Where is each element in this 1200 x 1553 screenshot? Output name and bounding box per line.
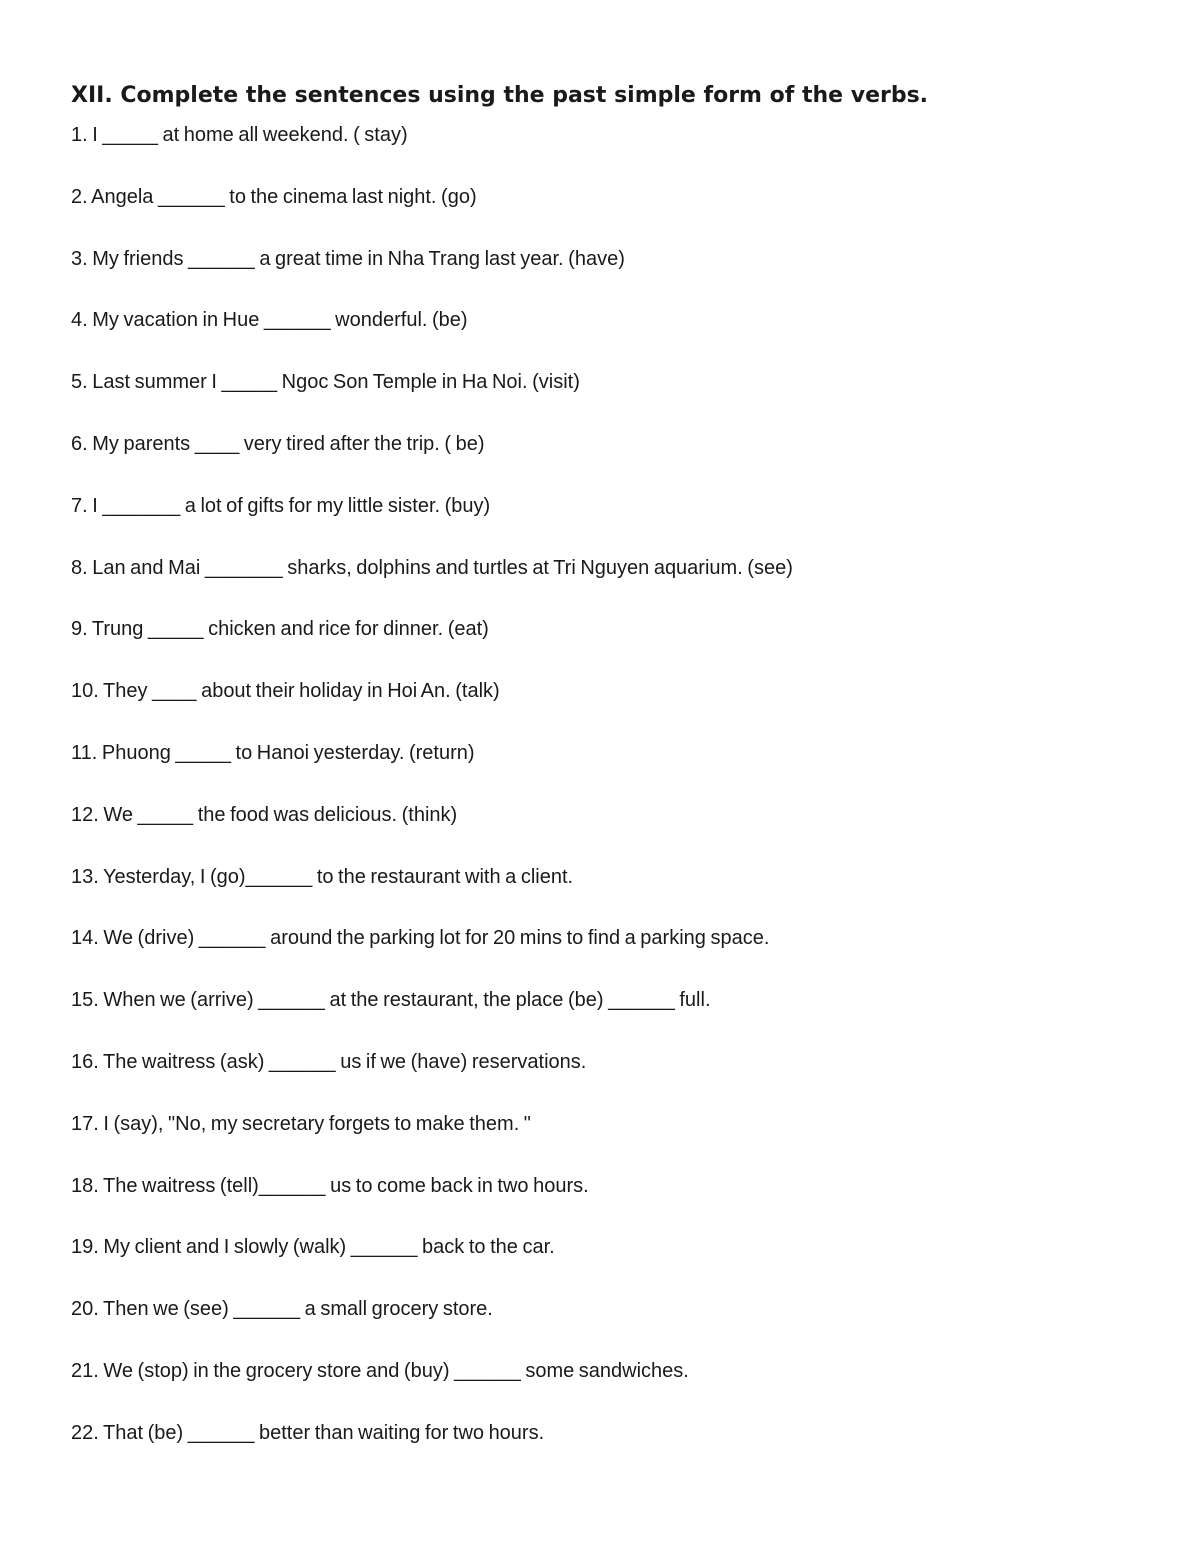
sentence-8: 8. Lan and Mai _______ sharks, dolphins and turtles at Tri Nguyen aquarium. (see) [71, 556, 793, 579]
sentence-9: 9. Trung _____ chicken and rice for dinner. (eat) [71, 618, 489, 641]
sentence-22: 22. That (be) ______ better than waiting for two hours. [71, 1421, 545, 1444]
sentence-12: 12. We _____ the food was delicious. (think) [71, 803, 458, 826]
sentence-4: 4. My vacation in Hue ______ wonderful. (be) [71, 309, 468, 332]
sentence-18: 18. The waitress (tell)______ us to come back in two hours. [71, 1174, 589, 1197]
sentence-10: 10. They ____ about their holiday in Hoi An. (talk) [71, 680, 500, 703]
sentence-1: 1. I _____ at home all weekend. ( stay) [71, 124, 408, 146]
sentence-6: 6. My parents ____ very tired after the trip. ( be) [71, 432, 485, 455]
worksheet-title: XII. Complete the sentences using the past simple form of the verbs. [71, 83, 929, 108]
sentence-list [71, 121, 793, 1481]
sentence-2: 2. Angela ______ to the cinema last night. (go) [71, 185, 477, 208]
sentence-15: 15. When we (arrive) ______ at the restaurant, the place (be) ______ full. [71, 989, 711, 1012]
sentence-17: 17. I (say), "No, my secretary forgets to make them. " [71, 1112, 531, 1135]
sentence-21: 21. We (stop) in the grocery store and (buy) ______ some sandwiches. [71, 1359, 689, 1382]
sentence-5: 5. Last summer I _____ Ngoc Son Temple in Ha Noi. (visit) [71, 371, 580, 394]
sentence-11: 11. Phuong _____ to Hanoi yesterday. (return) [71, 741, 475, 764]
sentence-16: 16. The waitress (ask) ______ us if we (have) reservations. [71, 1050, 587, 1073]
sentence-19: 19. My client and I slowly (walk) ______ back to the car. [71, 1236, 555, 1259]
sentence-7: 7. I _______ a lot of gifts for my little sister. (buy) [71, 494, 491, 517]
sentence-13: 13. Yesterday, I (go)______ to the restaurant with a client. [71, 865, 574, 888]
sentence-14: 14. We (drive) ______ around the parking lot for 20 mins to find a parking space. [71, 927, 770, 950]
sentence-3: 3. My friends ______ a great time in Nha Trang last year. (have) [71, 247, 625, 270]
sentence-20: 20. Then we (see) ______ a small grocery store. [71, 1298, 493, 1321]
